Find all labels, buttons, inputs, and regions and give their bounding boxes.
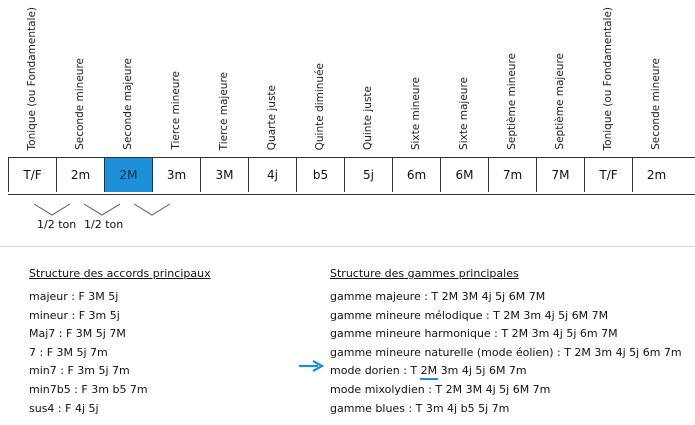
highlighted-interval: 2M: [420, 364, 438, 378]
section-divider: [0, 246, 695, 247]
chord-item: min7 : F 3m 5j 7m: [29, 364, 130, 378]
interval-label: [598, 4, 618, 150]
interval-cell-selected[interactable]: 2M: [104, 158, 152, 192]
interval-label-text: Sixte mineure: [410, 76, 422, 150]
interval-label: [406, 4, 426, 150]
half-tone-label: 1/2 ton: [84, 218, 124, 231]
interval-label-text: Quarte juste: [266, 84, 278, 150]
interval-label-text: Septième mineure: [506, 53, 518, 150]
chord-item: majeur : F 3M 5j: [29, 290, 119, 303]
interval-label: [214, 4, 234, 150]
interval-cell[interactable]: 2m: [56, 158, 104, 192]
interval-label: [358, 4, 378, 150]
chord-item: Maj7 : F 3M 5j 7M: [29, 327, 126, 341]
scale-item: gamme blues : T 3m 4j b5 5j 7m: [330, 401, 510, 415]
interval-label: [550, 4, 570, 150]
interval-cell[interactable]: T/F: [584, 158, 632, 192]
scale-item: gamme mineure harmonique : T 2M 3m 4j 5j 6m 7M: [330, 327, 618, 341]
interval-cell[interactable]: 6m: [392, 158, 440, 192]
scales-title: Structure des gammes principales: [330, 267, 519, 280]
arrow-right-icon: [298, 360, 326, 372]
interval-label-text: Sixte majeure: [458, 77, 470, 150]
interval-cell[interactable]: 7m: [488, 158, 536, 192]
interval-label: [70, 4, 90, 150]
scale-item: gamme mineure naturelle (mode éolien) : T 2M 3m 4j 5j 6m 7m: [330, 345, 682, 359]
interval-label: [166, 4, 186, 150]
interval-label-text: Tonique (ou Fondamentale): [26, 6, 38, 150]
scale-item: gamme mineure mélodique : T 2M 3m 4j 5j 6M 7M: [330, 308, 609, 322]
chords-list: [29, 288, 148, 418]
interval-label-text: Tonique (ou Fondamentale): [602, 6, 614, 150]
interval-cell[interactable]: 7M: [536, 158, 584, 192]
scale-item-text: mode dorien : T: [330, 364, 421, 378]
interval-label-text: Septième majeure: [554, 53, 566, 150]
scale-item: gamme majeure : T 2M 3M 4j 5j 6M 7M: [330, 290, 546, 303]
interval-label-text: Seconde mineure: [650, 58, 662, 150]
interval-label: [262, 4, 282, 150]
interval-row: [8, 157, 695, 195]
chords-title: Structure des accords principaux: [29, 267, 211, 280]
interval-label-text: Tierce mineure: [170, 71, 182, 150]
interval-cell[interactable]: b5: [296, 158, 344, 192]
interval-cell[interactable]: 3m: [152, 158, 200, 192]
interval-label: [646, 4, 666, 150]
interval-label-text: Seconde mineure: [74, 58, 86, 150]
interval-label-text: Tierce majeure: [218, 71, 230, 150]
interval-cell[interactable]: 5j: [344, 158, 392, 192]
chevron-down-icon: [83, 203, 121, 216]
interval-cell[interactable]: 6M: [440, 158, 488, 192]
chevron-down-icon: [33, 203, 71, 216]
interval-label: [454, 4, 474, 150]
interval-label: [118, 4, 138, 150]
interval-cell[interactable]: 3M: [200, 158, 248, 192]
scale-item: mode mixolydien : T 2M 3M 4j 5j 6M 7m: [330, 382, 551, 396]
scale-item-highlighted: [330, 362, 682, 381]
interval-cell[interactable]: 4j: [248, 158, 296, 192]
interval-label: [310, 4, 330, 150]
interval-label-text: Seconde majeure: [122, 58, 134, 150]
interval-cell[interactable]: 2m: [632, 158, 680, 192]
chevron-down-icon: [133, 203, 171, 216]
chord-item: min7b5 : F 3m b5 7m: [29, 382, 148, 396]
interval-label: [22, 4, 42, 150]
scale-item-text: 3m 4j 5j 6M 7m: [437, 364, 527, 378]
interval-label: [502, 4, 522, 150]
scales-list: [330, 288, 682, 418]
interval-cell[interactable]: T/F: [8, 158, 56, 192]
chord-item: mineur : F 3m 5j: [29, 308, 120, 322]
chord-item: sus4 : F 4j 5j: [29, 401, 99, 415]
half-tone-label: 1/2 ton: [37, 218, 77, 231]
interval-label-text: Quinte diminuée: [314, 62, 326, 150]
interval-label-text: Quinte juste: [362, 85, 374, 150]
chord-item: 7 : F 3M 5j 7m: [29, 345, 108, 359]
